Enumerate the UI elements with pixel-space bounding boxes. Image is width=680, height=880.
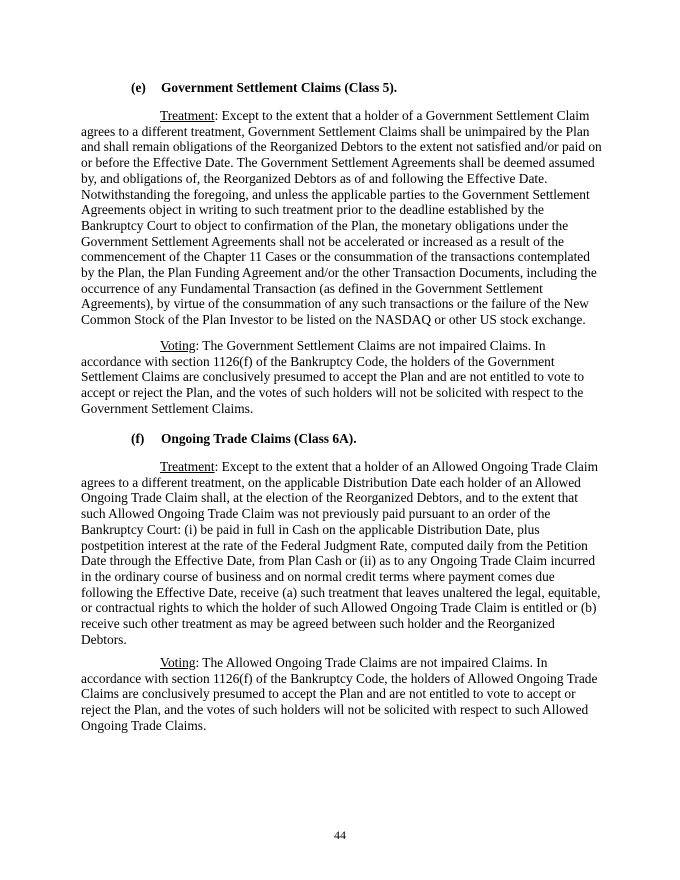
section-f-voting-text: : The Allowed Ongoing Trade Claims are not impaired Claims. In accordance with section 1126(f) of the Bankruptcy Code, the holders of Allowed Ongoing Trade Claims are conclusively presumed to accept the Plan and are not entitled to vote to accept or reject the Plan, and the votes of such holders will not be solicited with respect to such Allowed Ongoing Trade Claims. — [81, 655, 598, 733]
section-e-voting-paragraph — [81, 338, 603, 417]
section-e-heading — [131, 80, 397, 96]
section-e-label: (e) — [131, 80, 146, 95]
section-f-voting-term: Voting — [160, 655, 196, 670]
section-f-label: (f) — [131, 431, 145, 446]
section-f-treatment-text: : Except to the extent that a holder of an Allowed Ongoing Trade Claim agrees to a different treatment, on the applicable Distribution Date each holder of an Allowed Ongoing Trade Claim shall, at the election of the Reorganized Debtors, and to the extent that such Allowed Ongoing Trade Claim was not previously paid pursuant to an order of the Bankruptcy Court: (i) be paid in full in Cash on the applicable Distribution Date, plus postpetition interest at the rate of the Federal Judgment Rate, computed daily from the Petition Date through the Effective Date, from Plan Cash or (ii) as to any Ongoing Trade Claim incurred in the ordinary course of business and on normal credit terms where payment comes due following the Effective Date, receive (a) such treatment that leaves unaltered the legal, equitable, or contractual rights to which the holder of such Allowed Ongoing Trade Claim is entitled or (b) receive such other treatment as may be agreed between such holder and the Reorganized Debtors. — [81, 459, 601, 647]
section-e-treatment-term: Treatment — [160, 108, 215, 123]
section-e-voting-term: Voting — [160, 338, 196, 353]
section-e-voting-text: : The Government Settlement Claims are not impaired Claims. In accordance with section 1126(f) of the Bankruptcy Code, the holders of the Government Settlement Claims are conclusively presumed to accept the Plan and are not entitled to vote to accept or reject the Plan, and the votes of such holders will not be solicited with respect to the Government Settlement Claims. — [81, 338, 585, 416]
section-e-treatment-paragraph — [81, 108, 603, 328]
section-f-treatment-paragraph — [81, 459, 603, 647]
section-f-treatment-term: Treatment — [160, 459, 215, 474]
section-e-treatment-text: : Except to the extent that a holder of a Government Settlement Claim agrees to a different treatment, Government Settlement Claims shall be unimpaired by the Plan and shall remain obligations of the Reorganized Debtors to the extent not satisfied and/or paid on or before the Effective Date. The Government Settlement Agreements shall be deemed assumed by, and obligations of, the Reorganized Debtors as of and following the Effective Date. Notwithstanding the foregoing, and unless the applicable parties to the Government Settlement Agreements object in writing to such treatment prior to the deadline established by the Bankruptcy Court to object to confirmation of the Plan, the monetary obligations under the Government Settlement Agreements shall not be accelerated or increased as a result of the commencement of the Chapter 11 Cases or the consummation of the transactions contemplated by the Plan, the Plan Funding Agreement and/or the other Transaction Documents, including the occurrence of any Fundamental Transaction (as defined in the Government Settlement Agreements), by virtue of the consummation of any such transactions or the failure of the New Common Stock of the Plan Investor to be listed on the NASDAQ or other US stock exchange. — [81, 108, 602, 328]
section-e-title: Government Settlement Claims (Class 5). — [161, 80, 398, 95]
section-f-title: Ongoing Trade Claims (Class 6A). — [161, 431, 357, 446]
section-f-voting-paragraph — [81, 655, 603, 734]
page-number: 44 — [334, 828, 346, 842]
section-f-heading — [131, 431, 357, 447]
